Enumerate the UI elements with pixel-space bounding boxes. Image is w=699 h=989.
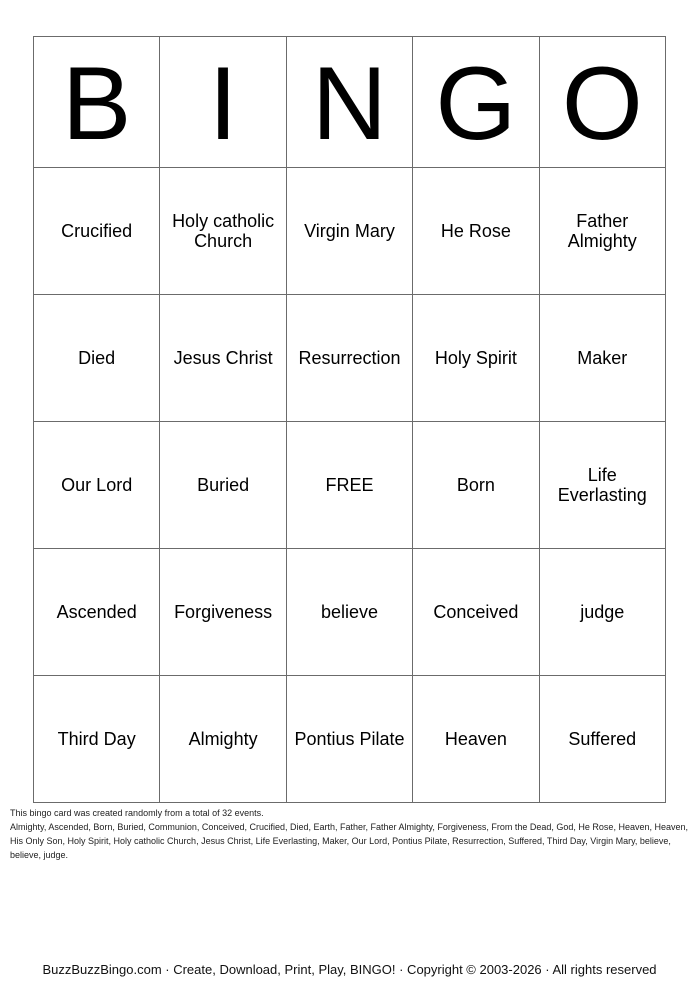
card-cell: Father Almighty — [539, 168, 665, 295]
header-letter-i: I — [160, 37, 286, 168]
card-cell: Virgin Mary — [286, 168, 412, 295]
card-cell: He Rose — [413, 168, 539, 295]
card-cell: Resurrection — [286, 295, 412, 422]
footer-copyright: BuzzBuzzBingo.com · Create, Download, Print, Play, BINGO! · Copyright © 2003-2026 · All rights reserved — [42, 962, 657, 977]
card-cell: Died — [34, 295, 160, 422]
card-cell: Holy Spirit — [413, 295, 539, 422]
header-letter-o: O — [539, 37, 665, 168]
card-cell: Pontius Pilate — [286, 676, 412, 803]
card-row — [34, 168, 666, 295]
card-cell: Crucified — [34, 168, 160, 295]
card-cell: Our Lord — [34, 422, 160, 549]
card-cell: believe — [286, 549, 412, 676]
card-cell: Almighty — [160, 676, 286, 803]
bingo-card — [33, 36, 666, 803]
header-letter-n: N — [286, 37, 412, 168]
event-list: Almighty, Ascended, Born, Buried, Communion, Conceived, Crucified, Died, Earth, Father, Father Almighty, Forgiveness, From the Dead, God, He Rose, Heaven, Heaven, His Only Son, Holy Spirit, Holy catholic Church, Jesus Christ, Life Everlasting, Maker, Our Lord, Pontius Pilate, Resurrection, Suffered, Third Day, Virgin Mary, believe, believe, judge. — [10, 822, 688, 860]
card-cell: Heaven — [413, 676, 539, 803]
card-cell: Born — [413, 422, 539, 549]
card-cell: Conceived — [413, 549, 539, 676]
card-row — [34, 422, 666, 549]
card-cell: Life Everlasting — [539, 422, 665, 549]
card-cell: Third Day — [34, 676, 160, 803]
card-row — [34, 549, 666, 676]
card-row — [34, 295, 666, 422]
header-letter-g: G — [413, 37, 539, 168]
card-cell: Suffered — [539, 676, 665, 803]
card-row — [34, 676, 666, 803]
card-cell: Maker — [539, 295, 665, 422]
card-cell: Holy catholic Church — [160, 168, 286, 295]
card-cell: Buried — [160, 422, 286, 549]
free-space-cell: FREE — [286, 422, 412, 549]
card-summary: This bingo card was created randomly from a total of 32 events. — [10, 808, 264, 818]
card-info — [10, 806, 694, 862]
header-row — [34, 37, 666, 168]
card-cell: Forgiveness — [160, 549, 286, 676]
header-letter-b: B — [34, 37, 160, 168]
card-cell: judge — [539, 549, 665, 676]
card-cell: Ascended — [34, 549, 160, 676]
card-cell: Jesus Christ — [160, 295, 286, 422]
